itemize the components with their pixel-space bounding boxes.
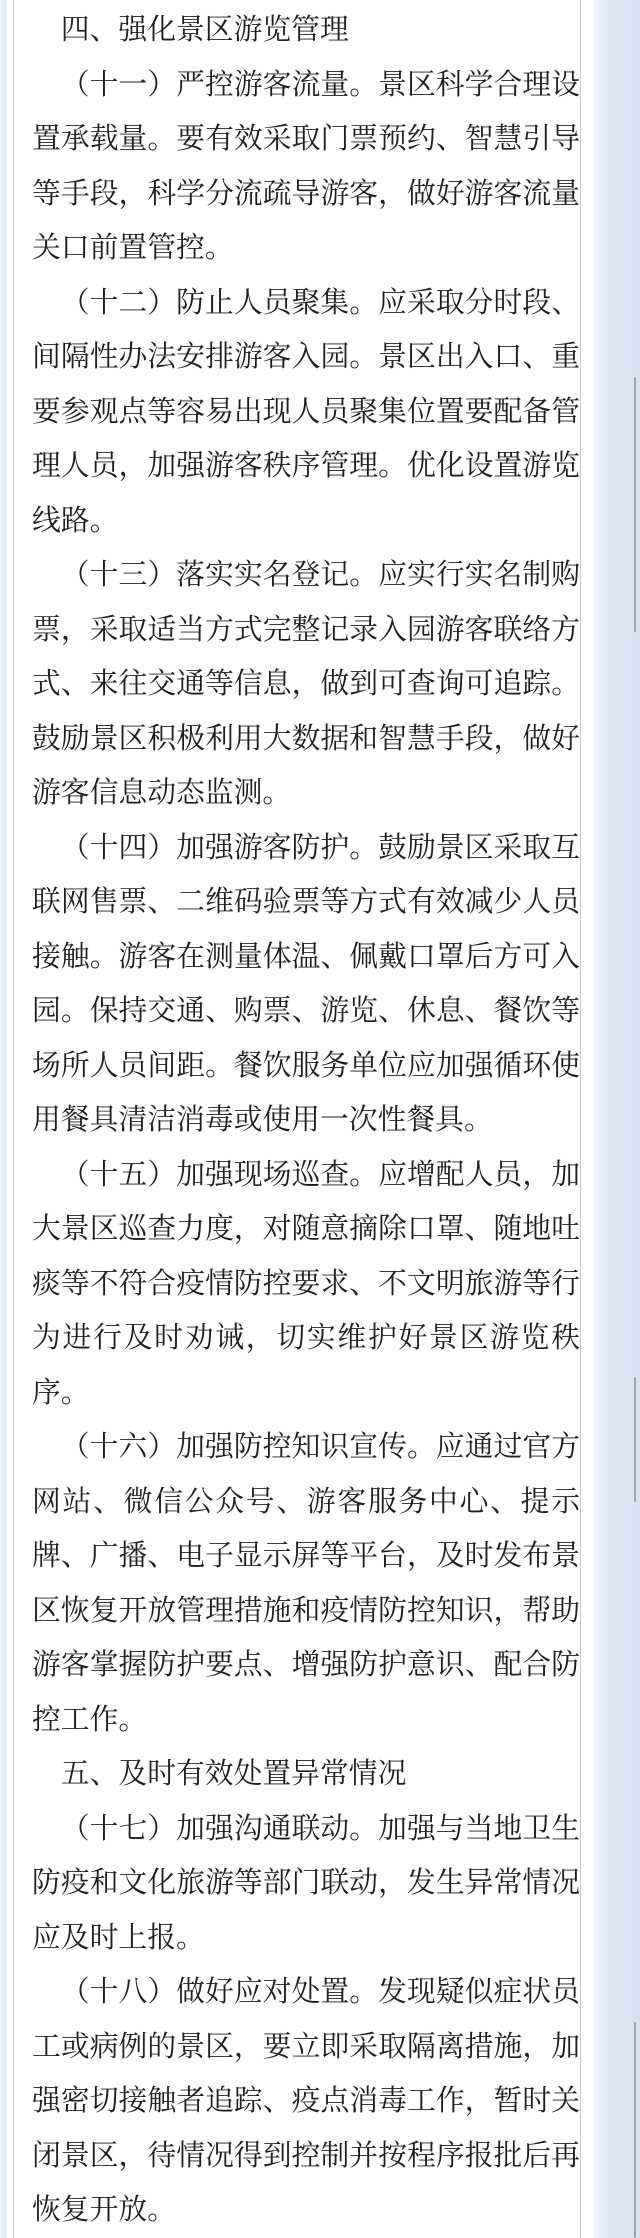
scrollbar-segment-bottom[interactable] <box>634 2022 636 2238</box>
section-paragraph: （十五）加强现场巡查。应增配人员，加大景区巡查力度，对随意摘除口罩、随地吐痰等不符合疫情防控要求、不文明旅游等行为进行及时劝诫，切实维护好景区游览秩序。 <box>32 1156 580 1409</box>
content-border-right <box>580 0 581 2238</box>
page-background-left <box>0 0 7 2238</box>
section-paragraph: （十七）加强沟通联动。加强与当地卫生防疫和文化旅游等部门联动，发生异常情况应及时上报。 <box>32 1810 580 1954</box>
page-background-right <box>594 0 640 2238</box>
section-paragraph: （十二）防止人员聚集。应采取分时段、间隔性办法安排游客入园。景区出入口、重要参观点等容易出现人员聚集位置要配备管理人员，加强游客秩序管理。优化设置游览线路。 <box>32 284 580 537</box>
document-body <box>14 0 580 2238</box>
section-paragraph: （十三）落实实名登记。应实行实名制购票，采取适当方式完整记录入园游客联络方式、来往交通等信息，做到可查询可追踪。鼓励景区积极利用大数据和智慧手段，做好游客信息动态监测。 <box>32 557 580 809</box>
section-paragraph: （十四）加强游客防护。鼓励景区采取互联网售票、二维码验票等方式有效减少人员接触。游客在测量体温、佩戴口罩后方可入园。保持交通、购票、游览、休息、餐饮等场所人员间距。餐饮服务单位应加强循环使用餐具清洁消毒或使用一次性餐具。 <box>32 829 580 1136</box>
section-paragraph: （十六）加强防控知识宣传。应通过官方网站、微信公众号、游客服务中心、提示牌、广播、电子显示屏等平台，及时发布景区恢复开放管理措施和疫情防控知识，帮助游客掌握防护要点、增强防护意识、配合防控工作。 <box>32 1429 580 1736</box>
scrollbar-segment-top[interactable] <box>634 377 636 632</box>
section-heading: 五、及时有效处置异常情况 <box>60 1756 407 1790</box>
section-paragraph: （十八）做好应对处置。发现疑似症状员工或病例的景区，要立即采取隔离措施，加强密切接触者追踪、疫点消毒工作，暂时关闭景区，待情况得到控制并按程序报批后再恢复开放。 <box>32 1974 580 2226</box>
section-heading: 四、强化景区游览管理 <box>60 12 349 46</box>
section-paragraph: （十一）严控游客流量。景区科学合理设置承载量。要有效采取门票预约、智慧引导等手段，科学分流疏导游客，做好游客流量关口前置管控。 <box>32 66 580 264</box>
scrollbar-segment-middle[interactable] <box>634 1377 636 1502</box>
